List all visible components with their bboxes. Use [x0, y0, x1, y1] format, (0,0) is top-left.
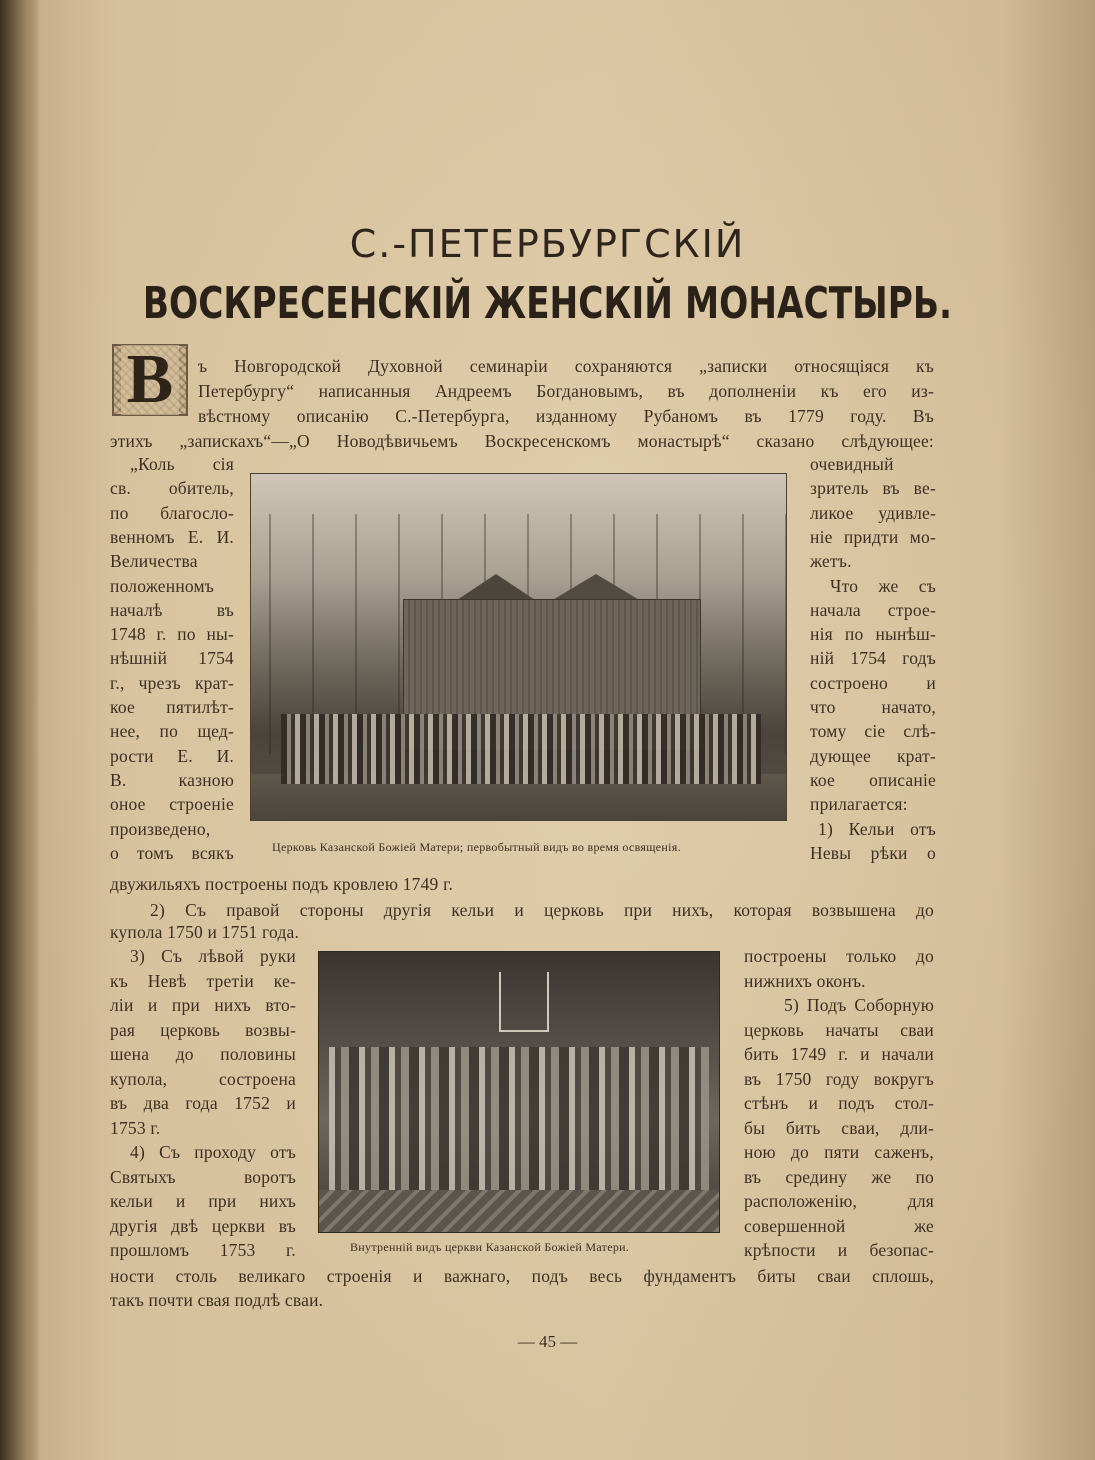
column-line: дующее крат-	[810, 745, 936, 766]
column-line: кое описаніе	[810, 769, 936, 790]
book-spine-shadow	[0, 0, 40, 1460]
column-line: крѣпости и безопас-	[744, 1240, 934, 1260]
column-line: совершенной же	[744, 1215, 934, 1236]
page-number: — 45 —	[517, 1332, 578, 1351]
column-line: нее, по щед-	[110, 721, 234, 742]
column-line: въ 1750 году вокругъ	[744, 1068, 934, 1089]
title-line-2: ВОСКРЕСЕНСКІЙ ЖЕНСКІЙ МОНАСТЫРЬ.	[142, 278, 953, 329]
column-line: бы бить сваи, дли-	[744, 1117, 934, 1138]
column-line: Что же съ	[830, 575, 936, 596]
column-line: началѣ въ	[110, 599, 234, 620]
body-line: ности столь великаго строенія и важнаго, подъ весь фундаментъ биты сваи сплошь,	[110, 1266, 934, 1286]
column-line: Невы рѣки о	[810, 842, 936, 863]
decorative-initial	[112, 341, 188, 418]
column-line: нижнихъ оконъ.	[744, 970, 866, 991]
church-exterior-engraving	[250, 473, 787, 821]
procession-crowd-illustration	[281, 714, 761, 784]
column-line: построены только до	[744, 946, 934, 966]
column-line: къ Невѣ третіи ке-	[110, 970, 296, 991]
intro-line: этихъ „запискахъ“—„О Новодѣвичьемъ Воскресенскомъ монастырѣ“ сказано слѣдующее:	[110, 431, 934, 451]
column-line: расположенію, для	[744, 1191, 934, 1211]
column-line: начала строе-	[810, 599, 936, 620]
column-line: 5) Подъ Соборную	[784, 995, 934, 1015]
figure1-caption: Церковь Казанской Божіей Матери; первобытный видъ во время освященія.	[272, 840, 681, 854]
column-line: В. казною	[110, 769, 234, 790]
column-line: купола, состроена	[110, 1068, 296, 1089]
column-line: въ два года 1752 и	[110, 1093, 296, 1113]
column-line: очевидный	[810, 454, 894, 474]
column-line: 1753 г.	[110, 1117, 161, 1138]
column-line: нія по нынѣш-	[810, 624, 936, 645]
column-line: 1748 г. по ны-	[110, 624, 234, 645]
column-line: тому сіе слѣ-	[810, 721, 936, 742]
church-interior-photograph	[318, 951, 720, 1233]
intro-line: ъ Новгородской Духовной семинаріи сохраняются „записки относящіяся къ	[198, 356, 934, 376]
column-line: положенномъ	[110, 575, 215, 596]
column-line: ною до пяти саженъ,	[744, 1142, 934, 1162]
column-line: церковь начаты сваи	[744, 1019, 934, 1040]
column-line: 1) Кельи отъ	[818, 818, 936, 839]
column-line: кое пятилѣт-	[110, 697, 234, 717]
column-line: рости Е. И.	[110, 745, 234, 766]
column-line: по благосло-	[110, 502, 234, 523]
column-line: рая церковь возвы-	[110, 1019, 296, 1040]
figure2-caption: Внутренній видъ церкви Казанской Божіей Матери.	[350, 1240, 630, 1254]
column-line: Святыхъ воротъ	[110, 1166, 296, 1187]
column-line: шена до половины	[110, 1044, 296, 1064]
column-line: стѣнъ и подъ стол-	[744, 1093, 934, 1113]
column-line: другія двѣ церкви въ	[110, 1215, 296, 1236]
column-line: прилагается:	[810, 794, 908, 815]
body-line: 2) Съ правой стороны другія кельи и церковь при нихъ, которая возвышена до	[150, 900, 934, 920]
column-line: оное строеніе	[110, 794, 234, 815]
column-line: г., чрезъ крат-	[110, 672, 234, 693]
body-line: двужильяхъ построены подъ кровлею 1749 г.	[110, 874, 454, 894]
title-line-1: С.-ПЕТЕРБУРГСКІЙ	[349, 222, 746, 266]
body-line: купола 1750 и 1751 года.	[110, 922, 300, 942]
carpet-floor-illustration	[319, 1190, 720, 1233]
column-line: Величества	[110, 551, 198, 572]
column-line: прошломъ 1753 г.	[110, 1240, 296, 1260]
column-line: „Коль сія	[130, 454, 234, 474]
intro-line: Петербургу“ написанныя Андреемъ Богдановымъ, въ дополненіи къ его из-	[198, 381, 934, 401]
column-line: нѣшній 1754	[110, 648, 234, 669]
decorative-initial-letter: В	[121, 345, 180, 415]
column-line: состроено и	[810, 672, 936, 693]
column-line: св. обитель,	[110, 478, 234, 499]
column-line: жетъ.	[810, 551, 852, 572]
column-line: 4) Съ проходу отъ	[130, 1142, 296, 1162]
column-line: произведено,	[110, 818, 211, 839]
column-line: ликое удивле-	[810, 502, 936, 523]
column-line: ніе придти мо-	[810, 526, 936, 547]
column-line: о томъ всякъ	[110, 842, 234, 863]
column-line: венномъ Е. И.	[110, 526, 234, 547]
column-line: ліи и при нихъ вто-	[110, 995, 296, 1015]
chandelier-illustration	[499, 972, 549, 1032]
column-line: кельи и при нихъ	[110, 1191, 296, 1211]
intro-line: вѣстному описанію С.-Петербурга, изданному Рубаномъ въ 1779 году. Въ	[198, 406, 934, 426]
column-line: 3) Съ лѣвой руки	[130, 946, 296, 966]
column-line: зритель въ ве-	[810, 478, 936, 499]
column-line: въ средину же по	[744, 1166, 934, 1187]
column-line: что начато,	[810, 697, 936, 717]
iconostasis-illustration	[329, 1047, 709, 1192]
column-line: ній 1754 годъ	[810, 648, 936, 669]
body-line: такъ почти свая подлѣ сваи.	[110, 1290, 324, 1310]
column-line: бить 1749 г. и начали	[744, 1044, 934, 1064]
